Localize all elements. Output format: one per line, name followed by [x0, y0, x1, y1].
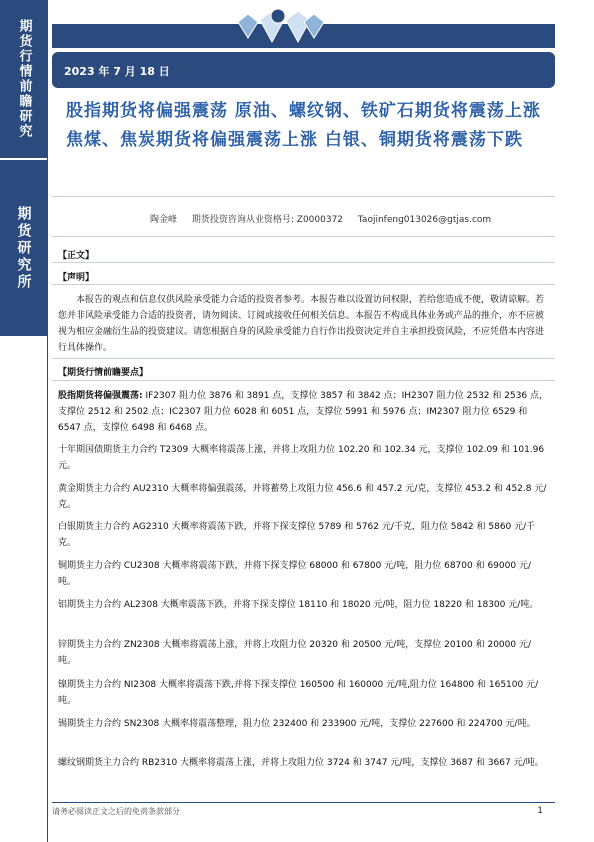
outlook-item-text: 锌期货主力合约 ZN2308 大概率将震荡上涨，并将上攻阻力位 20320 和 20500 元/吨，支撑位 20100 和 20000 元/吨。 [58, 640, 531, 666]
footer-disclaimer: 请务必阅读正文之后的免责条款部分 [52, 807, 180, 816]
outlook-item-text: 螺纹钢期货主力合约 RB2310 大概率将震荡上涨，并将上攻阻力位 3724 和 3747 元/吨，支撑位 3687 和 3667 元/吨。 [58, 758, 544, 768]
outlook-item [52, 637, 548, 669]
outlook-item-text: 镍期货主力合约 NI2308 大概率将震荡下跌,并将下探支撑位 160500 和 160000 元/吨,阻力位 164800 和 165100 元/吨。 [58, 680, 539, 706]
sidebar-top-label: 期货行情前瞻研究 [0, 0, 47, 158]
diamond-logo-icon [230, 8, 326, 46]
outlook-item-text: 铜期货主力合约 CU2308 大概率将震荡下跌，并将下探支撑位 68000 和 67800 元/吨，阻力位 68700 和 69000 元/吨。 [58, 561, 531, 587]
report-title: 股指期货将偏强震荡 原油、螺纹钢、铁矿石期货将震荡上涨 焦煤、焦炭期货将偏强震荡上涨 白银、铜期货将震荡下跌 [66, 101, 541, 150]
title-divider [52, 196, 555, 197]
outlook-label: 【期货行情前瞻要点】 [58, 368, 149, 378]
sidebar [0, 0, 47, 842]
outlook-item [52, 677, 548, 709]
footer-divider [52, 802, 555, 803]
author-name: 陶金峰 [150, 215, 178, 225]
outlook-section-label [52, 361, 555, 382]
date-banner [52, 52, 555, 88]
outlook-item-text: 铝期货主力合约 AL2308 大概率震荡下跌，并将下探支撑位 18110 和 18020 元/吨，阻力位 18220 和 18300 元/吨。 [58, 600, 539, 610]
outlook-item-text: IF2307 阻力位 3876 和 3891 点，支撑位 3857 和 3842 点；IH2307 阻力位 2532 和 2536 点，支撑位 2512 和 2502 点；IC2307 阻力位 6028 和 6051 点，支撑位 5991 和 5976 点；IM2307 阻力位 6529 和 6547 点，支撑位 6498 和 6468 点。 [58, 391, 549, 433]
footer [52, 806, 555, 817]
outlook-item-text: 白银期货主力合约 AG2310 大概率将震荡下跌，并将下探支撑位 5789 和 5762 元/千克，阻力位 5842 和 5860 元/千克。 [58, 522, 536, 548]
outlook-item [52, 481, 548, 513]
author-divider [52, 236, 555, 237]
outlook-item [52, 388, 548, 436]
report-date: 2023 年 7 月 18 日 [64, 65, 170, 78]
statement-text: 本报告的观点和信息仅供风险承受能力合适的投资者参考。本报告难以设置访问权限，若给您造成不便，敬请谅解。若您并非风险承受能力合适的投资者，请勿阅读、订阅或接收任何相关信息。本报告不构成具体业务或产品的推介，亦不应被视为相应金融衍生品的投资建议。请您根据自身的风险承受能力自行作出投资决定并自主承担投资风险，不应凭借本内容进行具体操作。 [58, 295, 545, 353]
author-line [150, 212, 503, 225]
outlook-item [52, 442, 548, 474]
outlook-divider-top [52, 358, 555, 359]
outlook-item-text: 锡期货主力合约 SN2308 大概率将震荡整理，阻力位 232400 和 233900 元/吨，支撑位 227600 和 224700 元/吨。 [58, 719, 536, 729]
sidebar-mid-label: 期货研究所 [0, 160, 47, 336]
author-cert: 期货投资咨询从业资格号: Z0000372 [191, 215, 344, 225]
statement-divider [52, 284, 555, 285]
outlook-item [52, 716, 548, 732]
statement-label: 【声明】 [58, 273, 95, 283]
author-email[interactable]: Taojinfeng013026@gtjas.com [357, 215, 492, 225]
sidebar-divider [47, 0, 48, 842]
outlook-item-text: 十年期国债期货主力合约 T2309 大概率将震荡上涨，并将上攻阻力位 102.20 和 102.34 元，支撑位 102.09 和 101.96 元。 [58, 445, 545, 471]
body-divider [52, 262, 555, 263]
outlook-item [52, 597, 548, 613]
outlook-item [52, 519, 548, 551]
outlook-item-text: 黄金期货主力合约 AU2310 大概率将偏强震荡，并将蓄势上攻阻力位 456.6 和 457.2 元/克，支撑位 453.2 和 452.8 元/克。 [58, 484, 547, 510]
page-number: 1 [537, 806, 543, 816]
outlook-item [52, 558, 548, 590]
outlook-item [52, 755, 548, 771]
outlook-divider-bottom [52, 380, 555, 381]
body-label: 【正文】 [58, 251, 95, 261]
outlook-item-lead: 股指期货将偏强震荡: [58, 391, 143, 401]
